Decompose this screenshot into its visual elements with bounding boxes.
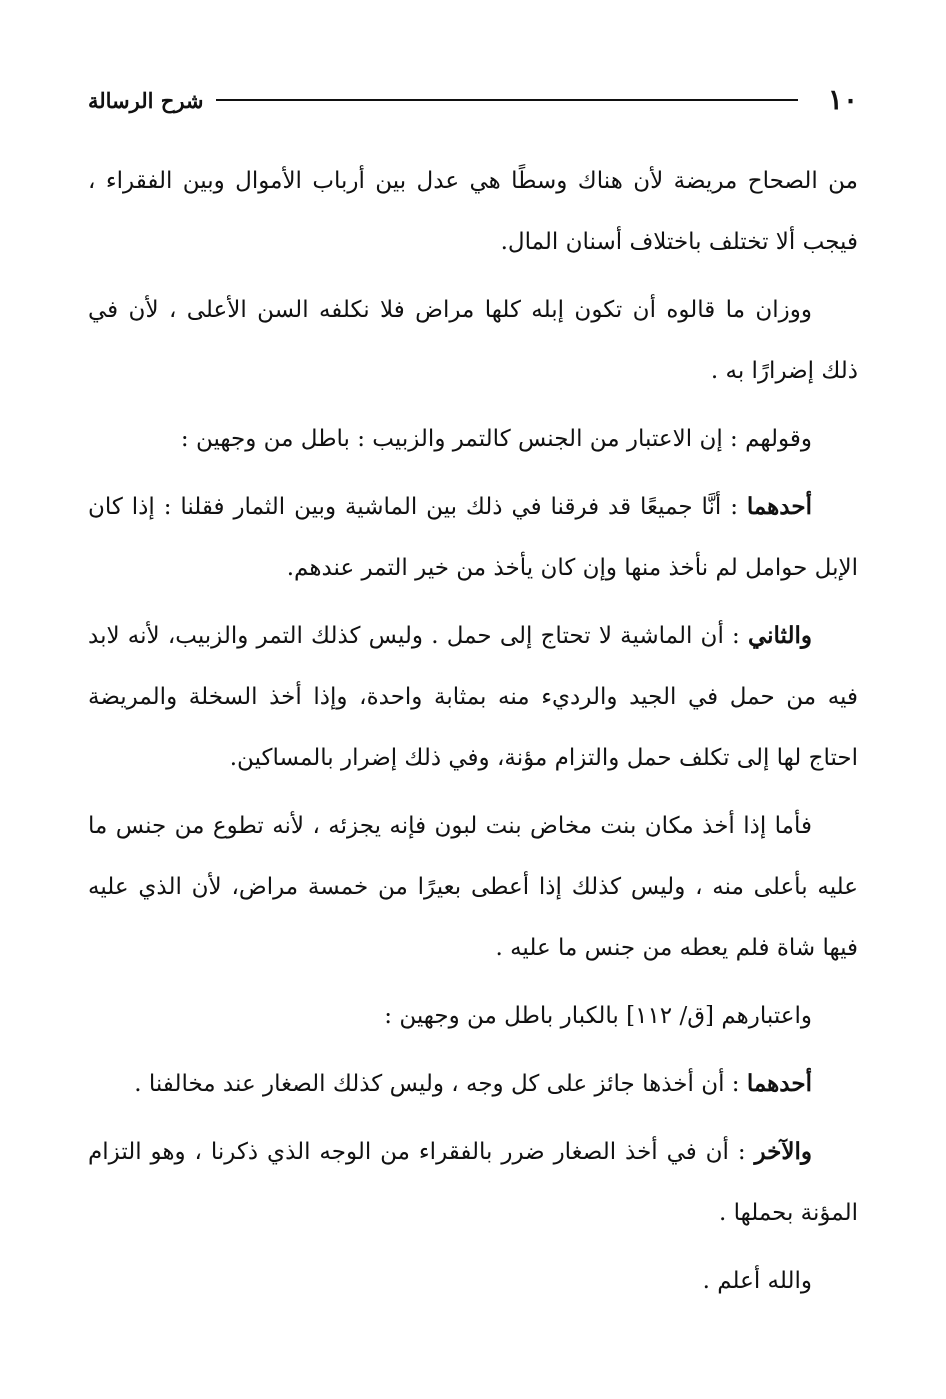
paragraph (88, 1250, 858, 1312)
paragraph-text: : أنَّا جميعًا قد فرقنا في ذلك بين الماشية وبين الثمار فقلنا : إذا كان الإبل حوامل لم نأخذ منها وإن كان يأخذ من خير التمر عندهم. (88, 494, 858, 581)
paragraph (88, 1121, 858, 1244)
paragraph-text: فأما إذا أخذ مكان بنت مخاض بنت لبون فإنه يجزئه ، لأنه تطوع من جنس ما عليه بأعلى منه ، وليس كذلك إذا أعطى بعيرًا من خمسة مراض، لأن الذي عليه فيها شاة فلم يعطه من جنس ما عليه . (88, 813, 858, 961)
paragraph-text: : أن في أخذ الصغار ضرر بالفقراء من الوجه الذي ذكرنا ، وهو التزام المؤنة بحملها . (88, 1139, 858, 1226)
paragraph-text: والله أعلم . (702, 1268, 812, 1294)
page-header (88, 78, 858, 122)
paragraph (88, 985, 858, 1047)
paragraph-text: ووزان ما قالوه أن تكون إبله كلها مراض فلا نكلفه السن الأعلى ، لأن في ذلك إضرارًا به . (88, 297, 858, 384)
paragraph-lead: أحدهما (746, 493, 812, 520)
paragraph-text: واعتبارهم [ق/ ١١٢] بالكبار باطل من وجهين : (384, 1003, 812, 1029)
paragraph-text: من الصحاح مريضة لأن هناك وسطًا هي عدل بين أرباب الأموال وبين الفقراء ، فيجب ألا تختلف باختلاف أسنان المال. (88, 168, 858, 255)
page-number: ١٠ (827, 83, 858, 116)
paragraph (88, 605, 858, 789)
paragraph (88, 150, 858, 273)
running-title: شرح الرسالة (88, 87, 204, 113)
paragraph-text: : أن أخذها جائز على كل وجه ، وليس كذلك الصغار عند مخالفنا . (134, 1071, 747, 1097)
paragraph (88, 279, 858, 402)
paragraph (88, 408, 858, 470)
paragraph (88, 1053, 858, 1115)
paragraph (88, 795, 858, 979)
paragraph-lead: أحدهما (746, 1070, 812, 1097)
paragraph-lead: والآخر (754, 1138, 812, 1165)
header-rule (216, 99, 798, 101)
paragraph-text: وقولهم : إن الاعتبار من الجنس كالتمر والزبيب : باطل من وجهين : (180, 426, 812, 452)
paragraph (88, 476, 858, 599)
body-text (88, 150, 858, 1318)
paragraph-lead: والثاني (747, 622, 812, 649)
paragraph-text: : أن الماشية لا تحتاج إلى حمل . وليس كذلك التمر والزبيب، لأنه لابد فيه من حمل في الجيد والرديء منه بمثابة واحدة، وإذا أخذ السخلة والمريضة احتاج لها إلى تكلف حمل والتزام مؤنة، وفي ذلك إضرار بالمساكين. (88, 623, 858, 771)
